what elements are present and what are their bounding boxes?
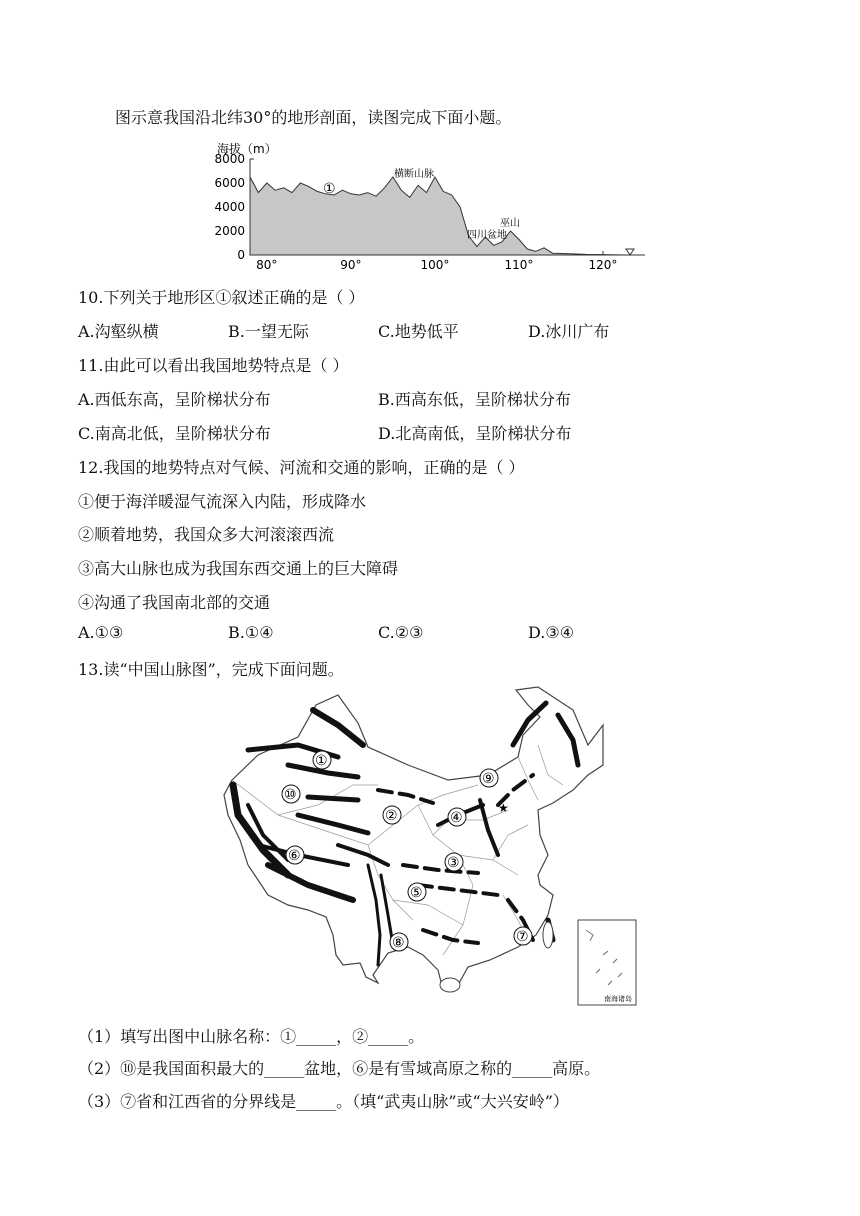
hainan-island bbox=[440, 978, 460, 992]
q12-statement-1: ①便于海洋暖湿气流深入内陆，形成降水 bbox=[78, 492, 367, 511]
marker-1: ① bbox=[315, 753, 328, 769]
q11-option-d[interactable]: D.北高南低，呈阶梯状分布 bbox=[378, 424, 572, 443]
q10-option-d[interactable]: D.冰川广布 bbox=[528, 322, 610, 341]
sichuan-basin-label: 四川盆地 bbox=[467, 230, 507, 241]
x-tick-label: 120° bbox=[588, 258, 618, 272]
q12-statement-4: ④沟通了我国南北部的交通 bbox=[78, 593, 271, 612]
x-tick-label: 90° bbox=[340, 258, 362, 272]
capital-star-icon: ★ bbox=[498, 801, 509, 815]
taiwan-island bbox=[543, 922, 553, 948]
marker-3: ③ bbox=[447, 855, 460, 871]
y-tick-label: 4000 bbox=[214, 200, 245, 214]
region-1-label: ① bbox=[323, 181, 336, 197]
q12-stem: 12.我国的地势特点对气候、河流和交通的影响，正确的是（ ） bbox=[78, 458, 525, 477]
y-tick-label: 0 bbox=[237, 248, 245, 262]
q12-statement-3: ③高大山脉也成为我国东西交通上的巨大障碍 bbox=[78, 559, 399, 578]
q10-option-b[interactable]: B.一望无际 bbox=[228, 322, 309, 341]
q12-option-c[interactable]: C.②③ bbox=[378, 623, 424, 642]
q10-option-a[interactable]: A.沟壑纵横 bbox=[78, 322, 159, 341]
q11-option-c[interactable]: C.南高北低，呈阶梯状分布 bbox=[78, 424, 271, 443]
china-mountain-map bbox=[218, 685, 643, 1010]
x-tick-label: 110° bbox=[504, 258, 534, 272]
q13-part-3: （3）⑦省和江西省的分界线是_____。（填“武夷山脉”或“大兴安岭”） bbox=[78, 1092, 569, 1111]
wushan-label: 巫山 bbox=[500, 218, 520, 229]
marker-10: ⑩ bbox=[284, 787, 297, 803]
y-tick-label: 2000 bbox=[214, 224, 245, 238]
q11-option-a[interactable]: A.西低东高，呈阶梯状分布 bbox=[78, 390, 271, 409]
marker-5: ⑤ bbox=[410, 885, 423, 901]
hengduan-label: 横断山脉 bbox=[394, 169, 434, 180]
terrain-profile-chart bbox=[205, 135, 655, 275]
water-level-icon bbox=[626, 249, 634, 255]
q11-stem: 11.由此可以看出我国地势特点是（ ） bbox=[78, 356, 349, 375]
q13-part-1: （1）填写出图中山脉名称：①_____，②_____。 bbox=[78, 1027, 425, 1046]
intro-text: 图示意我国沿北纬30°的地形剖面，读图完成下面小题。 bbox=[115, 108, 512, 127]
marker-2: ② bbox=[385, 808, 398, 824]
q13-part-2: （2）⑩是我国面积最大的_____盆地，⑥是有雪域高原之称的_____高原。 bbox=[78, 1059, 601, 1078]
y-tick-label: 8000 bbox=[214, 152, 245, 166]
x-tick-label: 80° bbox=[256, 258, 278, 272]
q10-stem: 10.下列关于地形区①叙述正确的是（ ） bbox=[78, 288, 365, 307]
q12-option-b[interactable]: B.①④ bbox=[228, 623, 274, 642]
y-axis-label: 海拔（m） bbox=[217, 142, 277, 156]
inset-label: 南海诸岛 bbox=[604, 995, 632, 1003]
marker-8: ⑧ bbox=[392, 935, 405, 951]
q11-option-b[interactable]: B.西高东低，呈阶梯状分布 bbox=[378, 390, 571, 409]
q10-option-c[interactable]: C.地势低平 bbox=[378, 322, 459, 341]
marker-6: ⑥ bbox=[288, 848, 301, 864]
marker-9: ⑨ bbox=[482, 771, 495, 787]
profile-area bbox=[250, 177, 645, 255]
x-tick-label: 100° bbox=[420, 258, 450, 272]
q12-option-a[interactable]: A.①③ bbox=[78, 623, 124, 642]
q12-statement-2: ②顺着地势，我国众多大河滚滚西流 bbox=[78, 525, 335, 544]
q13-stem: 13.读“中国山脉图”，完成下面问题。 bbox=[78, 660, 344, 679]
south-china-sea-inset bbox=[578, 920, 636, 1005]
marker-4: ④ bbox=[450, 810, 463, 826]
q12-option-d[interactable]: D.③④ bbox=[528, 623, 575, 642]
marker-7: ⑦ bbox=[516, 929, 529, 945]
y-tick-label: 6000 bbox=[214, 176, 245, 190]
